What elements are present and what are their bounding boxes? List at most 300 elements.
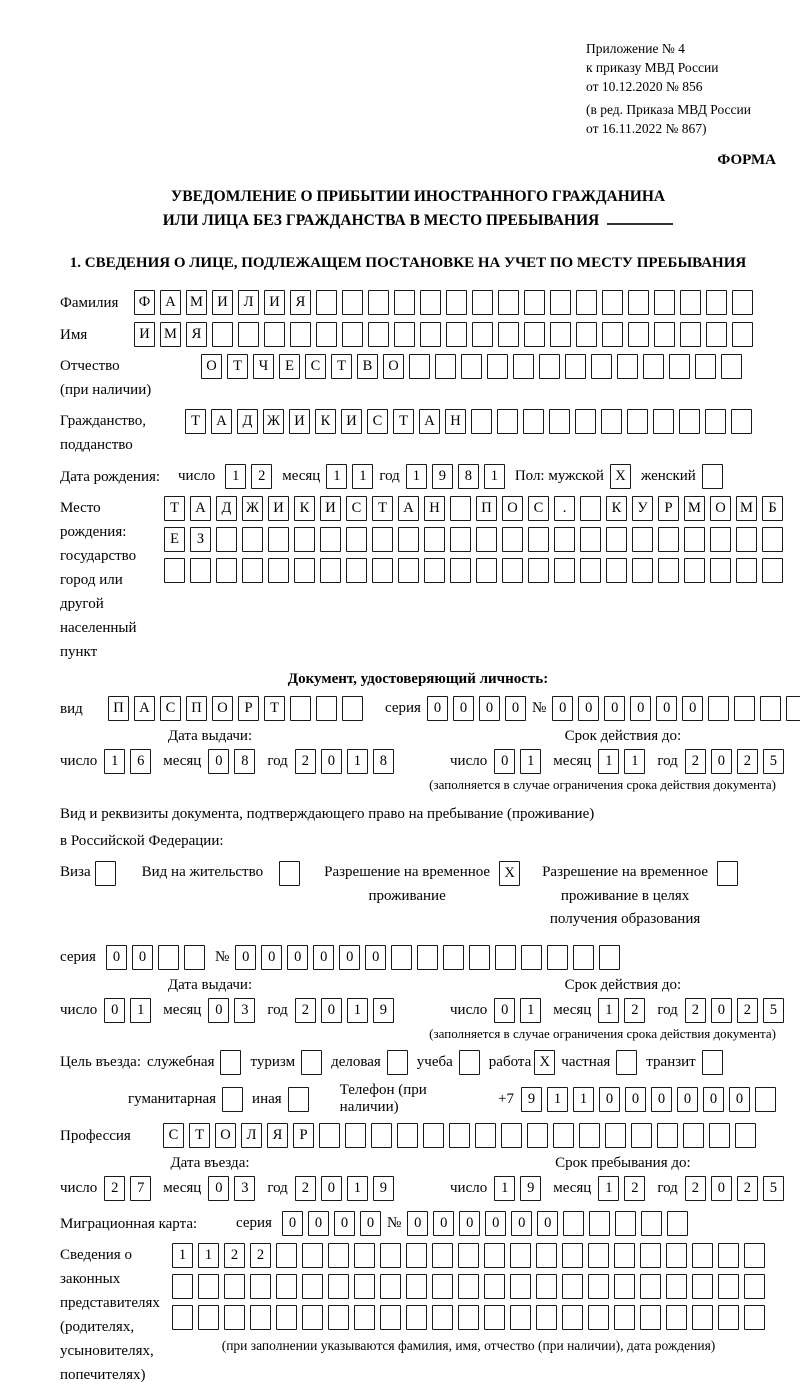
form-cell[interactable] (679, 409, 700, 434)
form-cell[interactable] (547, 945, 568, 970)
form-cell[interactable]: 1 (347, 1176, 368, 1201)
form-cell[interactable]: 2 (251, 464, 272, 489)
form-cell[interactable]: 1 (494, 1176, 515, 1201)
form-cell[interactable]: В (357, 354, 378, 379)
form-cell[interactable] (576, 322, 597, 347)
form-cell[interactable] (539, 354, 560, 379)
form-cell[interactable] (302, 1305, 323, 1330)
form-cell[interactable]: 0 (494, 998, 515, 1023)
form-cell[interactable] (372, 527, 393, 552)
form-cell[interactable] (380, 1305, 401, 1330)
form-cell[interactable] (692, 1243, 713, 1268)
form-cell[interactable] (328, 1243, 349, 1268)
form-cell[interactable]: Т (185, 409, 206, 434)
form-cell[interactable] (484, 1305, 505, 1330)
form-cell[interactable]: 5 (763, 1176, 784, 1201)
form-cell[interactable] (680, 290, 701, 315)
form-cell[interactable] (458, 1274, 479, 1299)
form-cell[interactable] (498, 290, 519, 315)
form-cell[interactable] (371, 1123, 392, 1148)
form-cell[interactable]: М (186, 290, 207, 315)
form-cell[interactable] (680, 322, 701, 347)
form-cell[interactable] (576, 290, 597, 315)
form-cell[interactable]: 3 (234, 1176, 255, 1201)
form-cell[interactable]: Т (264, 696, 285, 721)
form-cell[interactable] (640, 1305, 661, 1330)
form-cell[interactable]: 2 (685, 998, 706, 1023)
checkbox-cell[interactable] (387, 1050, 408, 1075)
form-cell[interactable]: 0 (459, 1211, 480, 1236)
form-cell[interactable]: Я (290, 290, 311, 315)
form-cell[interactable] (632, 527, 653, 552)
form-cell[interactable]: 0 (433, 1211, 454, 1236)
form-cell[interactable] (346, 527, 367, 552)
form-cell[interactable] (606, 527, 627, 552)
checkbox-cell[interactable] (459, 1050, 480, 1075)
form-cell[interactable] (471, 409, 492, 434)
form-cell[interactable]: 0 (360, 1211, 381, 1236)
form-cell[interactable] (264, 322, 285, 347)
form-cell[interactable] (320, 527, 341, 552)
form-cell[interactable] (692, 1305, 713, 1330)
form-cell[interactable]: 1 (347, 998, 368, 1023)
form-cell[interactable]: 0 (729, 1087, 750, 1112)
form-cell[interactable]: Н (424, 496, 445, 521)
form-cell[interactable]: А (398, 496, 419, 521)
form-cell[interactable] (718, 1243, 739, 1268)
form-cell[interactable] (472, 290, 493, 315)
form-cell[interactable]: 0 (104, 998, 125, 1023)
form-cell[interactable]: З (190, 527, 211, 552)
form-cell[interactable]: П (476, 496, 497, 521)
form-cell[interactable]: 0 (711, 998, 732, 1023)
form-cell[interactable] (513, 354, 534, 379)
form-cell[interactable]: Т (227, 354, 248, 379)
form-cell[interactable] (276, 1274, 297, 1299)
form-cell[interactable] (458, 1305, 479, 1330)
form-cell[interactable]: Ф (134, 290, 155, 315)
form-cell[interactable]: 2 (624, 1176, 645, 1201)
form-cell[interactable] (653, 409, 674, 434)
checkbox-cell[interactable] (279, 861, 300, 886)
form-cell[interactable] (450, 558, 471, 583)
form-cell[interactable]: 1 (624, 749, 645, 774)
form-cell[interactable] (528, 558, 549, 583)
form-cell[interactable] (628, 290, 649, 315)
form-cell[interactable]: 0 (339, 945, 360, 970)
form-cell[interactable]: 0 (630, 696, 651, 721)
form-cell[interactable]: 1 (326, 464, 347, 489)
form-cell[interactable] (346, 558, 367, 583)
form-cell[interactable] (458, 1243, 479, 1268)
form-cell[interactable] (588, 1243, 609, 1268)
form-cell[interactable] (684, 558, 705, 583)
form-cell[interactable]: 0 (282, 1211, 303, 1236)
form-cell[interactable]: 5 (763, 998, 784, 1023)
form-cell[interactable] (198, 1305, 219, 1330)
form-cell[interactable] (409, 354, 430, 379)
form-cell[interactable]: 0 (407, 1211, 428, 1236)
form-cell[interactable] (666, 1243, 687, 1268)
form-cell[interactable]: Ж (242, 496, 263, 521)
form-cell[interactable] (524, 290, 545, 315)
form-cell[interactable] (657, 1123, 678, 1148)
form-cell[interactable]: А (134, 696, 155, 721)
form-cell[interactable]: 0 (677, 1087, 698, 1112)
form-cell[interactable] (744, 1305, 765, 1330)
form-cell[interactable]: 0 (132, 945, 153, 970)
form-cell[interactable]: 0 (711, 749, 732, 774)
checkbox-cell[interactable] (702, 1050, 723, 1075)
form-cell[interactable] (641, 1211, 662, 1236)
form-cell[interactable] (394, 290, 415, 315)
form-cell[interactable]: 0 (599, 1087, 620, 1112)
form-cell[interactable] (443, 945, 464, 970)
form-cell[interactable] (706, 290, 727, 315)
form-cell[interactable] (521, 945, 542, 970)
form-cell[interactable] (316, 290, 337, 315)
form-cell[interactable] (667, 1211, 688, 1236)
form-cell[interactable]: 0 (208, 998, 229, 1023)
form-cell[interactable] (718, 1274, 739, 1299)
form-cell[interactable] (290, 322, 311, 347)
form-cell[interactable] (628, 322, 649, 347)
form-cell[interactable]: 0 (537, 1211, 558, 1236)
form-cell[interactable] (501, 1123, 522, 1148)
form-cell[interactable]: А (419, 409, 440, 434)
form-cell[interactable]: 0 (711, 1176, 732, 1201)
form-cell[interactable]: 2 (104, 1176, 125, 1201)
form-cell[interactable] (502, 558, 523, 583)
form-cell[interactable]: 9 (373, 1176, 394, 1201)
form-cell[interactable] (562, 1274, 583, 1299)
form-cell[interactable] (406, 1305, 427, 1330)
form-cell[interactable] (614, 1243, 635, 1268)
form-cell[interactable]: И (289, 409, 310, 434)
form-cell[interactable] (294, 558, 315, 583)
form-cell[interactable] (579, 1123, 600, 1148)
form-cell[interactable]: О (383, 354, 404, 379)
form-cell[interactable] (528, 527, 549, 552)
checkbox-cell[interactable] (616, 1050, 637, 1075)
form-cell[interactable]: 0 (208, 749, 229, 774)
form-cell[interactable] (423, 1123, 444, 1148)
form-cell[interactable] (302, 1274, 323, 1299)
form-cell[interactable]: 0 (703, 1087, 724, 1112)
form-cell[interactable] (606, 558, 627, 583)
form-cell[interactable]: 8 (234, 749, 255, 774)
form-cell[interactable]: 0 (453, 696, 474, 721)
form-cell[interactable] (424, 527, 445, 552)
form-cell[interactable] (268, 527, 289, 552)
form-cell[interactable]: 2 (250, 1243, 271, 1268)
form-cell[interactable]: П (186, 696, 207, 721)
form-cell[interactable]: Н (445, 409, 466, 434)
form-cell[interactable] (472, 322, 493, 347)
form-cell[interactable] (469, 945, 490, 970)
form-cell[interactable] (550, 322, 571, 347)
form-cell[interactable]: 0 (494, 749, 515, 774)
form-cell[interactable] (184, 945, 205, 970)
form-cell[interactable]: И (264, 290, 285, 315)
form-cell[interactable] (617, 354, 638, 379)
form-cell[interactable]: 0 (505, 696, 526, 721)
checkbox-cell[interactable]: X (499, 861, 520, 886)
form-cell[interactable] (524, 322, 545, 347)
form-cell[interactable]: 2 (624, 998, 645, 1023)
form-cell[interactable]: Е (164, 527, 185, 552)
form-cell[interactable]: Б (762, 496, 783, 521)
form-cell[interactable] (554, 558, 575, 583)
form-cell[interactable]: 2 (737, 1176, 758, 1201)
form-cell[interactable] (744, 1243, 765, 1268)
form-cell[interactable] (710, 558, 731, 583)
form-cell[interactable]: 2 (685, 749, 706, 774)
form-cell[interactable]: С (163, 1123, 184, 1148)
form-cell[interactable]: 0 (308, 1211, 329, 1236)
form-cell[interactable] (302, 1243, 323, 1268)
form-cell[interactable]: 0 (427, 696, 448, 721)
form-cell[interactable]: 1 (130, 998, 151, 1023)
form-cell[interactable] (198, 1274, 219, 1299)
form-cell[interactable]: 8 (458, 464, 479, 489)
form-cell[interactable] (580, 558, 601, 583)
form-cell[interactable] (632, 558, 653, 583)
form-cell[interactable] (695, 354, 716, 379)
form-cell[interactable] (640, 1243, 661, 1268)
form-cell[interactable] (554, 527, 575, 552)
form-cell[interactable]: 0 (313, 945, 334, 970)
form-cell[interactable] (406, 1243, 427, 1268)
form-cell[interactable] (762, 527, 783, 552)
form-cell[interactable]: 1 (598, 749, 619, 774)
form-cell[interactable] (495, 945, 516, 970)
form-cell[interactable] (372, 558, 393, 583)
form-cell[interactable] (709, 1123, 730, 1148)
form-cell[interactable]: Т (189, 1123, 210, 1148)
form-cell[interactable] (721, 354, 742, 379)
form-cell[interactable]: 1 (225, 464, 246, 489)
form-cell[interactable]: 1 (198, 1243, 219, 1268)
form-cell[interactable] (734, 696, 755, 721)
form-cell[interactable]: 2 (295, 749, 316, 774)
form-cell[interactable] (164, 558, 185, 583)
form-cell[interactable] (424, 558, 445, 583)
form-cell[interactable]: И (341, 409, 362, 434)
form-cell[interactable] (476, 527, 497, 552)
form-cell[interactable] (575, 409, 596, 434)
form-cell[interactable] (242, 558, 263, 583)
checkbox-cell[interactable] (222, 1087, 243, 1112)
form-cell[interactable]: 0 (656, 696, 677, 721)
checkbox-cell[interactable] (95, 861, 116, 886)
form-cell[interactable]: 0 (511, 1211, 532, 1236)
form-cell[interactable]: И (320, 496, 341, 521)
form-cell[interactable] (397, 1123, 418, 1148)
form-cell[interactable] (735, 1123, 756, 1148)
form-cell[interactable]: С (528, 496, 549, 521)
form-cell[interactable]: 0 (682, 696, 703, 721)
form-cell[interactable] (654, 290, 675, 315)
form-cell[interactable]: 0 (552, 696, 573, 721)
checkbox-cell[interactable] (220, 1050, 241, 1075)
form-cell[interactable] (294, 527, 315, 552)
form-cell[interactable]: С (367, 409, 388, 434)
form-cell[interactable] (510, 1243, 531, 1268)
form-cell[interactable]: Р (658, 496, 679, 521)
form-cell[interactable] (591, 354, 612, 379)
form-cell[interactable]: . (554, 496, 575, 521)
form-cell[interactable]: Я (267, 1123, 288, 1148)
form-cell[interactable] (573, 945, 594, 970)
form-cell[interactable] (290, 696, 311, 721)
form-cell[interactable] (398, 527, 419, 552)
form-cell[interactable] (536, 1243, 557, 1268)
form-cell[interactable]: 0 (334, 1211, 355, 1236)
form-cell[interactable] (342, 696, 363, 721)
form-cell[interactable]: Л (241, 1123, 262, 1148)
form-cell[interactable] (732, 290, 753, 315)
form-cell[interactable] (391, 945, 412, 970)
form-cell[interactable]: У (632, 496, 653, 521)
form-cell[interactable]: Д (237, 409, 258, 434)
form-cell[interactable] (760, 696, 781, 721)
form-cell[interactable]: Т (164, 496, 185, 521)
form-cell[interactable] (669, 354, 690, 379)
form-cell[interactable]: 9 (521, 1087, 542, 1112)
form-cell[interactable]: 0 (479, 696, 500, 721)
form-cell[interactable]: О (212, 696, 233, 721)
form-cell[interactable] (658, 527, 679, 552)
form-cell[interactable]: О (201, 354, 222, 379)
form-cell[interactable]: И (212, 290, 233, 315)
form-cell[interactable] (342, 290, 363, 315)
form-cell[interactable]: П (108, 696, 129, 721)
form-cell[interactable]: С (305, 354, 326, 379)
form-cell[interactable] (565, 354, 586, 379)
form-cell[interactable] (762, 558, 783, 583)
form-cell[interactable] (172, 1305, 193, 1330)
form-cell[interactable] (354, 1274, 375, 1299)
form-cell[interactable]: 1 (406, 464, 427, 489)
form-cell[interactable]: 9 (432, 464, 453, 489)
form-cell[interactable] (250, 1305, 271, 1330)
form-cell[interactable] (786, 696, 800, 721)
form-cell[interactable]: 0 (578, 696, 599, 721)
form-cell[interactable]: М (160, 322, 181, 347)
form-cell[interactable]: 9 (520, 1176, 541, 1201)
form-cell[interactable] (580, 527, 601, 552)
form-cell[interactable]: 1 (484, 464, 505, 489)
form-cell[interactable] (580, 496, 601, 521)
form-cell[interactable]: О (215, 1123, 236, 1148)
form-cell[interactable]: 0 (625, 1087, 646, 1112)
form-cell[interactable]: 1 (347, 749, 368, 774)
form-cell[interactable]: 0 (485, 1211, 506, 1236)
form-cell[interactable] (536, 1305, 557, 1330)
form-cell[interactable] (588, 1305, 609, 1330)
form-cell[interactable]: 0 (235, 945, 256, 970)
form-cell[interactable]: С (160, 696, 181, 721)
form-cell[interactable] (692, 1274, 713, 1299)
form-cell[interactable] (510, 1305, 531, 1330)
form-cell[interactable] (631, 1123, 652, 1148)
form-cell[interactable] (435, 354, 456, 379)
form-cell[interactable] (736, 558, 757, 583)
form-cell[interactable]: И (134, 322, 155, 347)
form-cell[interactable] (446, 290, 467, 315)
form-cell[interactable] (475, 1123, 496, 1148)
form-cell[interactable]: Т (393, 409, 414, 434)
form-cell[interactable] (394, 322, 415, 347)
form-cell[interactable] (484, 1274, 505, 1299)
form-cell[interactable] (216, 527, 237, 552)
form-cell[interactable]: К (294, 496, 315, 521)
checkbox-cell[interactable]: X (534, 1050, 555, 1075)
form-cell[interactable]: 1 (104, 749, 125, 774)
form-cell[interactable] (354, 1243, 375, 1268)
form-cell[interactable] (345, 1123, 366, 1148)
form-cell[interactable] (553, 1123, 574, 1148)
form-cell[interactable] (446, 322, 467, 347)
form-cell[interactable]: Ч (253, 354, 274, 379)
form-cell[interactable] (432, 1274, 453, 1299)
form-cell[interactable]: К (315, 409, 336, 434)
form-cell[interactable] (666, 1305, 687, 1330)
form-cell[interactable]: 8 (373, 749, 394, 774)
form-cell[interactable] (658, 558, 679, 583)
form-cell[interactable]: Л (238, 290, 259, 315)
form-cell[interactable]: А (211, 409, 232, 434)
form-cell[interactable] (158, 945, 179, 970)
form-cell[interactable]: 2 (737, 749, 758, 774)
form-cell[interactable] (420, 322, 441, 347)
form-cell[interactable] (498, 322, 519, 347)
form-cell[interactable]: А (190, 496, 211, 521)
form-cell[interactable] (476, 558, 497, 583)
checkbox-cell[interactable] (717, 861, 738, 886)
form-cell[interactable] (602, 290, 623, 315)
form-cell[interactable]: М (684, 496, 705, 521)
form-cell[interactable]: 1 (598, 998, 619, 1023)
form-cell[interactable] (684, 527, 705, 552)
form-cell[interactable] (588, 1274, 609, 1299)
form-cell[interactable] (420, 290, 441, 315)
form-cell[interactable] (599, 945, 620, 970)
form-cell[interactable]: Р (293, 1123, 314, 1148)
form-cell[interactable]: 0 (604, 696, 625, 721)
form-cell[interactable] (276, 1243, 297, 1268)
form-cell[interactable] (615, 1211, 636, 1236)
form-cell[interactable] (268, 558, 289, 583)
checkbox-cell[interactable] (702, 464, 723, 489)
form-cell[interactable]: 0 (321, 998, 342, 1023)
form-cell[interactable]: С (346, 496, 367, 521)
form-cell[interactable]: 1 (520, 749, 541, 774)
form-cell[interactable]: И (268, 496, 289, 521)
form-cell[interactable] (398, 558, 419, 583)
form-cell[interactable] (502, 527, 523, 552)
form-cell[interactable] (368, 322, 389, 347)
form-cell[interactable] (432, 1305, 453, 1330)
form-cell[interactable] (732, 322, 753, 347)
form-cell[interactable]: 6 (130, 749, 151, 774)
form-cell[interactable]: Т (372, 496, 393, 521)
form-cell[interactable]: К (606, 496, 627, 521)
form-cell[interactable] (614, 1274, 635, 1299)
form-cell[interactable] (731, 409, 752, 434)
form-cell[interactable] (216, 558, 237, 583)
